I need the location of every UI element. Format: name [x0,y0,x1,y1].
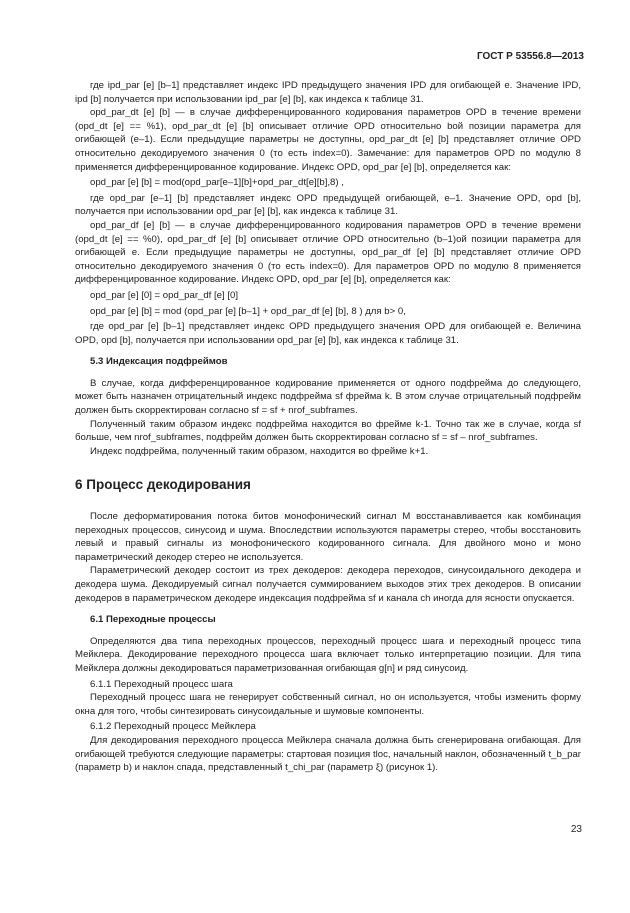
paragraph: где opd_par [e–1] [b] представляет индекс OPD предыдущей огибающей, e–1. Значение OPD, opd [b], получается при использовании opd_par [e] [b], как индекса к таблице 31. [75,192,581,218]
section-heading: 6.1 Переходные процессы [90,614,216,626]
paragraph: opd_par_dt [e] [b] — в случае дифференцированного кодирования параметров OPD в течение времени (opd_dt [e] == %1), opd_par_dt [e] [b] описывает отличие OPD относительно bой позиции параметра для огибающей (e–1). Если предыдущие параметры не доступны, opd_par_dt [e] [b] представляет отличие OPD относительно декодируемого значения 0 (то есть index=0). Замечание: для параметров OPD по модулю 8 применяется дифференцированное кодирование. Индекс OPD, opd_par [e] [b], определяется как: [75,107,581,173]
formula: opd_par [e] [0] = opd_par_df [e] [0] [90,289,239,301]
subsection-heading: 6.1.2 Переходный процесс Мейклера [90,721,256,733]
formula: opd_par [e] [b] = mod(opd_par[e–1][b]+opd_par_dt[e][b],8) , [90,177,344,189]
subsection-heading: 6.1.1 Переходный процесс шага [90,678,233,690]
chapter-heading: 6 Процесс декодирования [75,477,251,493]
formula: opd_par [e] [b] = mod (opd_par [e] [b–1] + opd_par_df [e] [b], 8 ) для b> 0, [90,305,406,317]
paragraph: В случае, когда дифференцированное кодирование применяется от одного подфрейма до следующего, может быть назначен отрицательный индекс подфрейма sf фрейма k. В этом случае отрицательный подфрейм должен быть скорректирован согласно sf = sf + nrof_subframes. [75,377,581,417]
paragraph: где opd_par [e] [b–1] представляет индекс OPD предыдущего значения OPD для огибающей e. Величина OPD, opd [b], получается при использовании opd_par [e] [b], как индекса к таблице 31. [75,321,581,346]
paragraph: После деформатирования потока битов монофонический сигнал M восстанавливается как комбинация переходных процессов, синусоид и шума. Впоследствии используются параметры стерео, чтобы восстановить левый и правый сигналы из монофонического кодированного сигнала. Для двойного моно и моно параметрический декодер стерео не используется. [75,511,581,563]
paragraph: где ipd_par [e] [b–1] представляет индекс IPD предыдущего значения IPD для огибающей e. Значение IPD, ipd [b] получается при использовании ipd_par [e] [b], как индекса к таблице 31. [75,80,581,105]
page-number: 23 [570,824,582,836]
paragraph: Параметрический декодер состоит из трех декодеров: декодера переходов, синусоидального декодера и декодера шума. Декодируемый сигнал получается суммированием выходов этих трех декодеров. В описании декодеров в параметрическом декодере индексация подфрейма sf и канала ch иногда для ясности опускается. [75,565,581,604]
paragraph: Полученный таким образом индекс подфрейма находится во фрейме k-1. Точно так же в случае, когда sf больше, чем nrof_subframes, подфрейм должен быть скорректирован согласно sf = sf – nrof_subframes. [75,418,581,444]
paragraph: Для декодирования переходного процесса Мейклера сначала должна быть сгенерирована огибающая. Для огибающей требуются следующие параметры: стартовая позиция tloc, начальный наклон, обозначенный t_b_par (параметр b) и наклон спада, представленный t_chi_par (параметр ξ) (рисунок 1). [75,734,581,774]
paragraph: Переходный процесс шага не генерирует собственный сигнал, но он используется, чтобы изменить форму окна для того, чтобы синтезировать синусоидальные и шумовые компоненты. [75,692,581,717]
section-heading: 5.3 Индексация подфреймов [90,356,228,368]
paragraph: Определяются два типа переходных процессов, переходный процесс шага и переходный процесс типа Мейклера. Декодирование переходного процесса шага включает только интерпретацию позиции. Для типа Мейклера должны декодироваться параметризованная огибающая g[n] и ряд синусоид. [75,635,581,674]
page-body [75,79,581,775]
page-header: ГОСТ Р 53556.8—2013 [476,51,584,62]
paragraph: Индекс подфрейма, полученный таким образом, находится во фрейме k+1. [90,445,429,457]
paragraph: opd_par_df [e] [b] — в случае дифференцированного кодирования параметров OPD в течение времени (opd_dt [e] == %0), opd_par_df [e] [b] описывает отличие OPD относительно (b–1)ой позиции параметра для огибающей e. Если предыдущие параметры не доступны, opd_par_df [e] [b] представляет отличие OPD относительно декодируемого значения 0 (то есть index=0). Для параметров OPD по модулю 8 применяется дифференцированное кодирование. Индекс OPD, opd_par [e] [b], определяется как: [75,219,581,286]
